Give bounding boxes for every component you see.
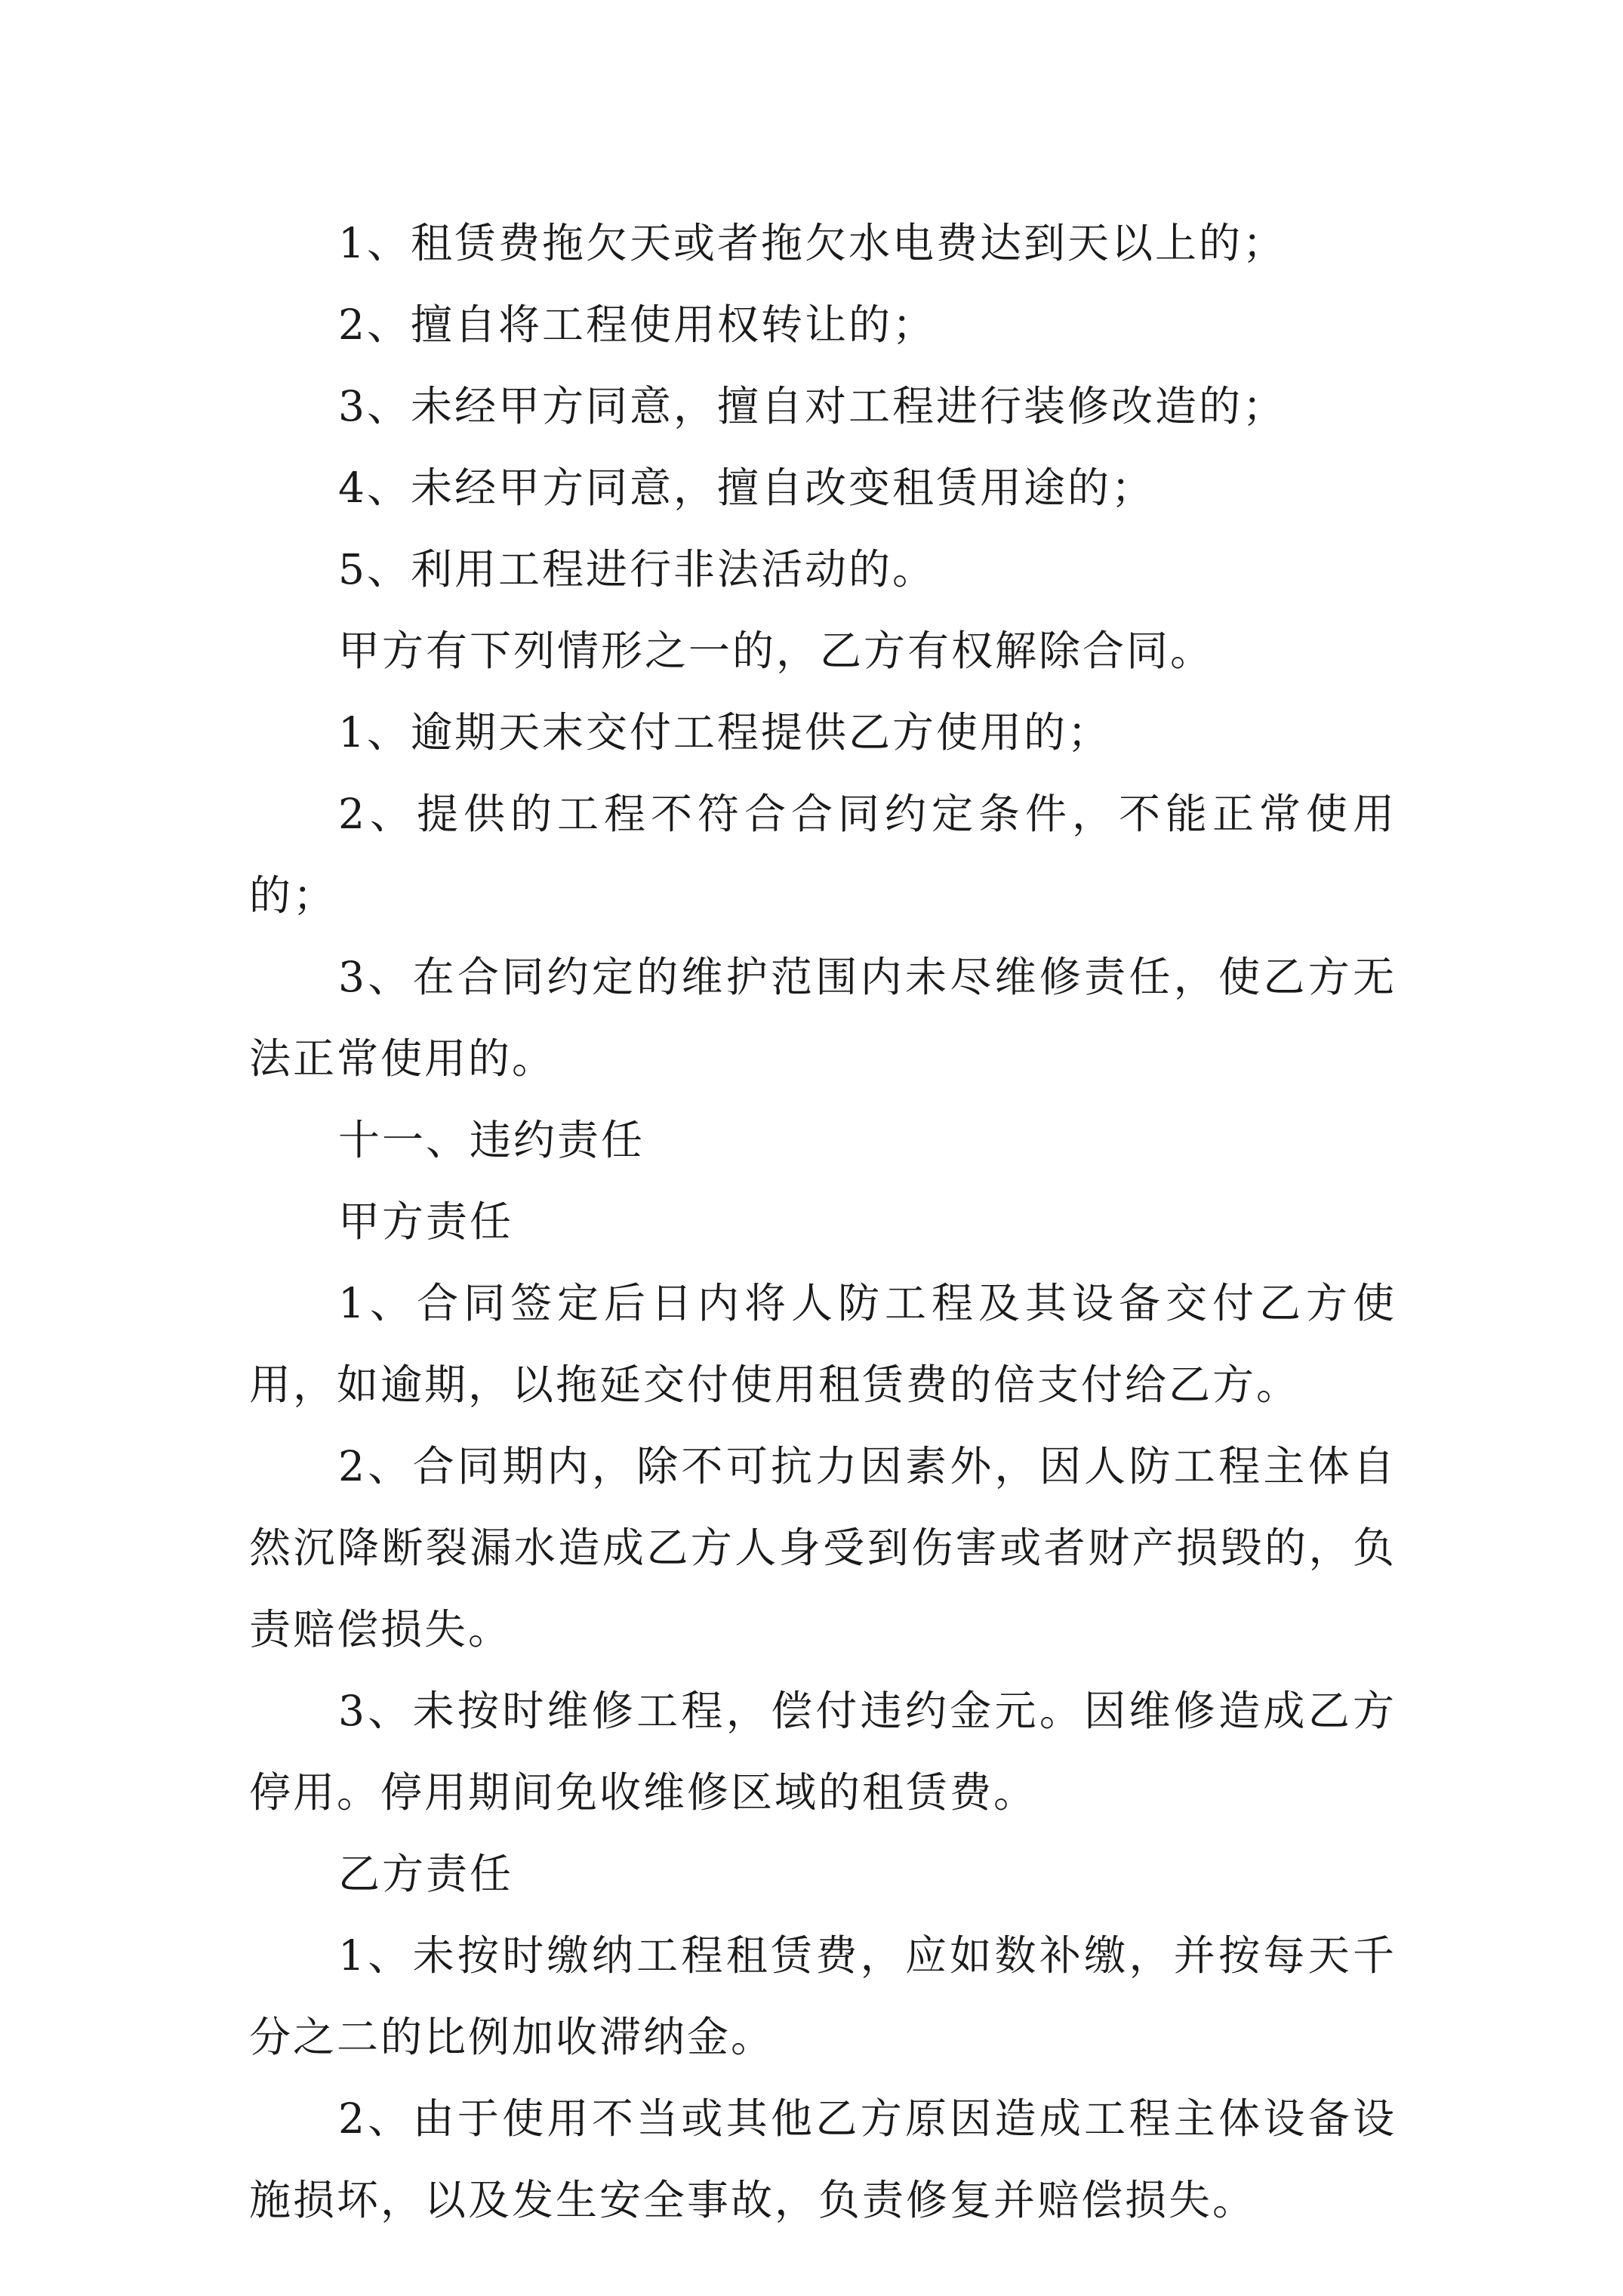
clause-paragraph: 甲方有下列情形之一的，乙方有权解除合同。: [338, 627, 1215, 675]
clause-paragraph: 3、在合同约定的维护范围内未尽维修责任，使乙方无法正常使用的。: [249, 953, 1397, 1083]
clause-paragraph: 1、合同签定后日内将人防工程及其设备交付乙方使用，如逾期，以拖延交付使用租赁费的倍支付给乙方。: [249, 1279, 1397, 1409]
clause-paragraph: 2、擅自将工程使用权转让的；: [338, 300, 936, 349]
subsection-heading: 乙方责任: [338, 1850, 514, 1898]
clause-paragraph: 3、未经甲方同意，擅自对工程进行装修改造的；: [338, 382, 1286, 430]
clause-paragraph: 1、未按时缴纳工程租赁费，应如数补缴，并按每天千分之二的比例加收滞纳金。: [249, 1931, 1397, 2061]
clause-paragraph: 4、未经甲方同意，擅自改变租赁用途的；: [338, 464, 1155, 512]
subsection-heading: 甲方责任: [338, 1197, 514, 1246]
clause-paragraph: 2、提供的工程不符合合同约定条件，不能正常使用的；: [249, 790, 1397, 920]
document-body: [249, 202, 1397, 2241]
section-heading: 十一、违约责任: [338, 1116, 645, 1164]
clause-paragraph: 3、未按时维修工程，偿付违约金元。因维修造成乙方停用。停用期间免收维修区域的租赁费。: [249, 1687, 1397, 1817]
clause-paragraph: 2、由于使用不当或其他乙方原因造成工程主体设备设施损坏，以及发生安全事故，负责修复并赔偿损失。: [249, 2094, 1397, 2224]
clause-paragraph: 1、逾期天末交付工程提供乙方使用的；: [338, 708, 1111, 757]
clause-paragraph: 2、合同期内，除不可抗力因素外，因人防工程主体自然沉降断裂漏水造成乙方人身受到伤害或者财产损毁的，负责赔偿损失。: [249, 1442, 1397, 1653]
clause-paragraph: 1、租赁费拖欠天或者拖欠水电费达到天以上的；: [338, 219, 1286, 267]
clause-paragraph: 5、利用工程进行非法活动的。: [338, 545, 936, 593]
